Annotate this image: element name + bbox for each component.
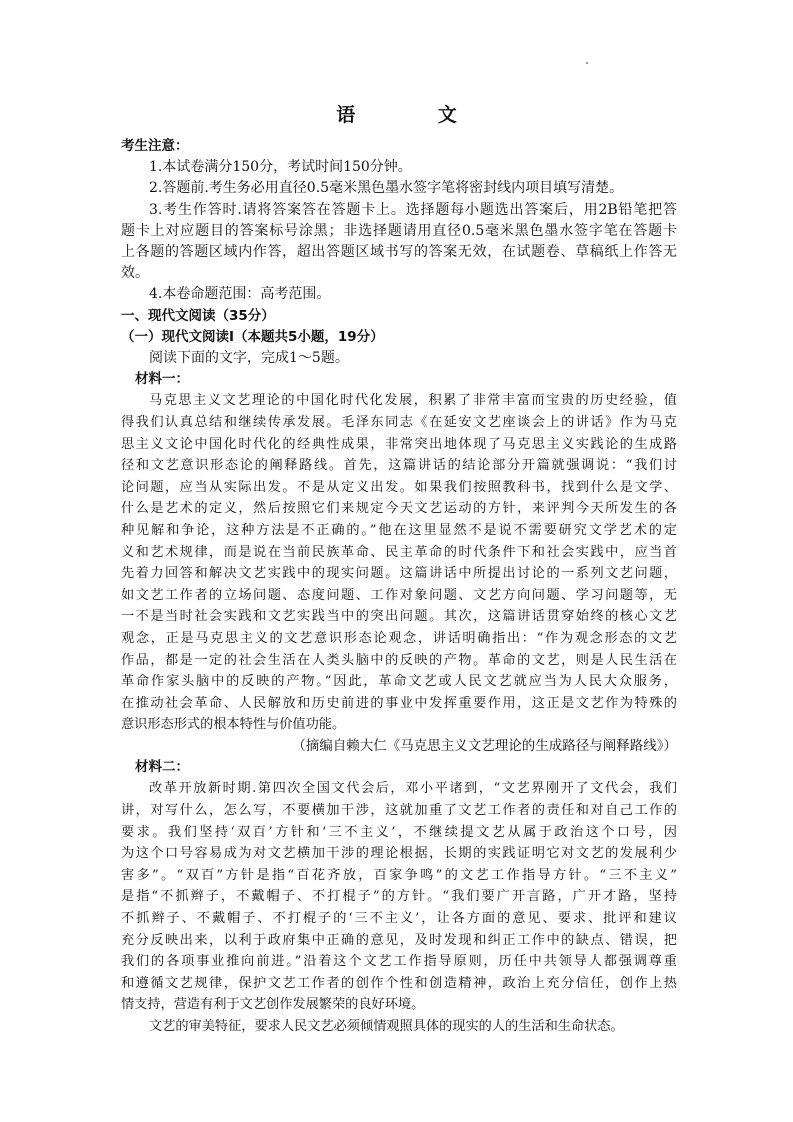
notice-item: 3.考生作答时.请将答案答在答题卡上。选择题每小题选出答案后，用2B铅笔把答 (149, 201, 677, 218)
material-line: 马克思主义文艺理论的中国化时代化发展，积累了非常丰富而宝贵的历史经验，值 (149, 393, 677, 409)
material-line: 充分反映出来，以利于政府集中正确的意见，及时发现和纠正工作中的缺点、错误，把 (121, 932, 677, 948)
exam-content (121, 136, 677, 1037)
material-line: 害多”。“双百”方针是指“百花齐放，百家争鸣”的文艺工作指导方针。“三不主义” (121, 867, 677, 883)
notice-heading: 考生注意： (121, 138, 189, 154)
material-line: 讲，对写什么，怎么写，不要横加干涉，这就加重了文艺工作者的责任和对自己工作的 (121, 802, 677, 818)
material-line: 改革开放新时期.第四次全国文代会后，邓小平诸到，“文艺界刚开了文代会，我们 (149, 781, 677, 797)
notice-item: 效。 (121, 265, 149, 282)
material1-label: 材料一： (135, 371, 189, 388)
material1-source: （摘编自赖大仁《马克思主义文艺理论的生成路径与阐释路线》） (292, 737, 677, 754)
material-line: 意识形态形式的根本特性与价值功能。 (121, 717, 346, 733)
material1-body (121, 390, 677, 736)
material-line: 种见解和争论，这种方法是不正确的。”他在这里显然不是说不需要研究文学艺术的定 (121, 523, 677, 538)
page-title: 语 文 (336, 104, 495, 126)
material-line: 什么是艺术的定义，然后按照它们来规定今天文艺运动的方针，来评判今天所发生的各 (121, 501, 677, 517)
section-heading: 一、现代文阅读（35分） (121, 307, 275, 324)
material-line: 得我们认真总结和继续传承发展。毛泽东同志《在延安文艺座谈会上的讲话》作为马克 (121, 415, 677, 431)
subsection-heading: （一）现代文阅读Ⅰ（本题共5小题，19分） (121, 328, 384, 345)
notice-item: 上各题的答题区域内作答，超出答题区域书写的答案无效，在试题卷、草稿纸上作答无 (121, 244, 677, 261)
material-line: 先着力回答和解决文艺实践中的现实问题。这篇讲话中所提出讨论的一系列文艺问题， (121, 566, 677, 582)
material-line: 文艺的审美特征，要求人民文艺必须倾情观照具体的现实的人的生活和生命状态。 (149, 1018, 624, 1034)
material-line: 论问题，应当从实际出发。不是从定义出发。如果我们按照教科书，找到什么是文学、 (121, 479, 677, 495)
material-line: 革命作家头脑中的反映的产物。”因此，革命文艺或人民文艺就应当为人民大众服务， (121, 674, 677, 690)
material-line: 情支持，营造有利于文艺创作发展繁荣的良好环境。 (121, 997, 425, 1013)
material-line: 是指“不抓辫子，不戴帽子、不打棍子”的方针。“我们要广开言路，广开才路，坚持 (121, 889, 677, 905)
material-line: 一不是当时社会实践和文艺实践当中的突出问题。其次，这篇讲话贯穿始终的核心文艺 (121, 609, 677, 625)
material-line: 我们的各项事业推向前进。”沿着这个文艺工作指导原则，历任中共领导人都强调尊重 (121, 954, 677, 970)
material-line: 要求。我们坚持‘双百’方针和‘三不主义’，不继续提文艺从属于政治这个口号，因 (121, 824, 677, 840)
material2-label: 材料二： (135, 759, 189, 776)
notice-item: 题卡上对应题目的答案标号涂黑；非选择题请用直径0.5毫米黑色墨水签字笔在答题卡 (121, 222, 677, 239)
material-line: 和遵循文艺规律，保护文艺工作者的创作个性和创造精神，政治上充分信任，创作上热 (121, 975, 677, 991)
notice-item: 2.答题前.考生务必用直径0.5毫米黑色墨水签字笔将密封线内项目填写清楚。 (149, 180, 624, 197)
material-line: 观念，正是马克思主义的文艺意识形态论观念，讲话明确指出：“作为观念形态的文艺 (121, 630, 677, 646)
notice-item: 4.本卷命题范围：高考范围。 (149, 286, 331, 303)
reading-instruction: 阅读下面的文字，完成1～5题。 (149, 350, 349, 367)
material-line: 径和文艺意识形态论的阐释路线。首先，这篇讲话的结论部分开篇就强调说：“我们讨 (121, 458, 677, 474)
material2-body (121, 778, 677, 1037)
notice-item: 1.本试卷满分150分，考试时间150分钟。 (149, 159, 412, 176)
material-line: 不抓辫子、不戴帽子、不打棍子的‘三不主义’，让各方面的意见、要求、批评和建议 (121, 910, 677, 926)
material-line: 如文艺工作者的立场问题、态度问题、工作对象问题、文艺方向问题、学习问题等，无 (121, 587, 677, 603)
material-line: 义和艺术规律，而是说在当前民族革命、民主革命的时代条件下和社会实践中，应当首 (121, 544, 677, 560)
material-line: 作品，都是一定的社会生活在人类头脑中的反映的产物。革命的文艺，则是人民生活在 (121, 652, 677, 668)
material-line: 思主义文论中国化时代化的经典性成果，非常突出地体现了马克思主义实践论的生成路 (121, 436, 677, 452)
scan-dot (586, 62, 588, 64)
material-line: 为这个口号容易成为对文艺横加干涉的理论根据，长期的实践证明它对文艺的发展利少 (121, 846, 677, 862)
material-line: 在推动社会革命、人民解放和历史前进的事业中发挥重要作用，这正是文艺作为特殊的 (121, 695, 677, 711)
